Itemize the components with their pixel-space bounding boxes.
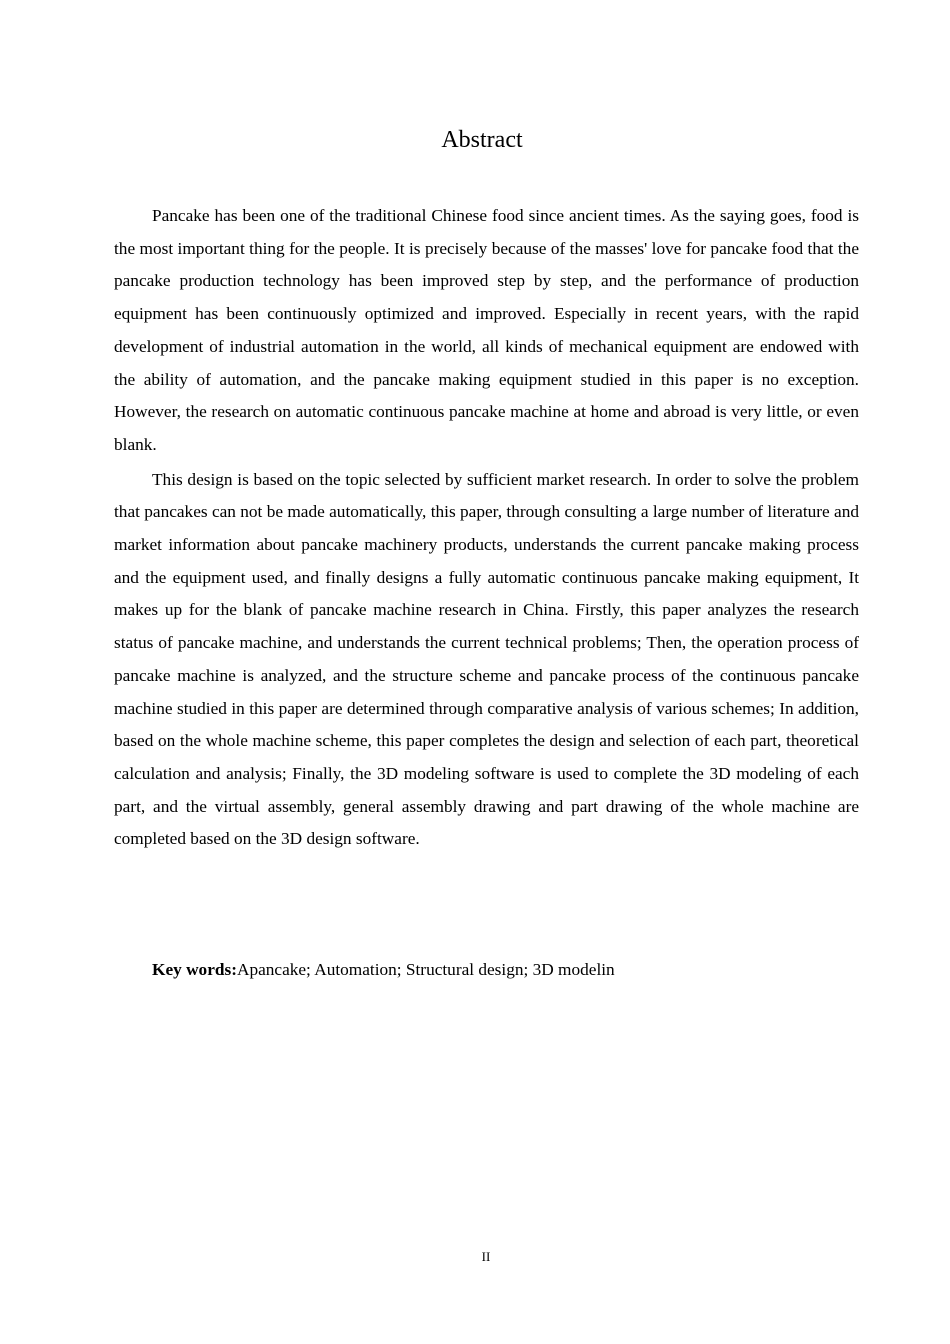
abstract-paragraph-2: This design is based on the topic selected by sufficient market research. In order to solve the problem that pancakes can not be made automatically, this paper, through consulting a large number of literature and market information about pancake machinery products, understands the current pancake making process and the equipment used, and finally designs a fully automatic continuous pancake making equipment, It makes up for the blank of pancake machine research in China. Firstly, this paper analyzes the research status of pancake machine, and understands the current technical problems; Then, the operation process of pancake machine is analyzed, and the structure scheme and pancake process of the continuous pancake machine studied in this paper are determined through comparative analysis of various schemes; In addition, based on the whole machine scheme, this paper completes the design and selection of each part, theoretical calculation and analysis; Finally, the 3D modeling software is used to complete the 3D modeling of each part, and the virtual assembly, general assembly drawing and part drawing of the whole machine are completed based on the 3D design software.	[114, 469, 859, 849]
page-number: II	[481, 1249, 491, 1264]
keywords-text: Apancake; Automation; Structural design; 3D modelin	[236, 960, 615, 979]
keywords-label: Key words:	[152, 960, 237, 979]
abstract-paragraph-1: Pancake has been one of the traditional Chinese food since ancient times. As the saying goes, food is the most important thing for the people. It is precisely because of the masses' love for pancake food that the pancake production technology has been improved step by step, and the performance of production equipment has been continuously optimized and improved. Especially in recent years, with the rapid development of industrial automation in the world, all kinds of mechanical equipment are endowed with the ability of automation, and the pancake making equipment studied in this paper is no exception. However, the research on automatic continuous pancake machine at home and abroad is very little, or even blank.	[114, 206, 859, 454]
keywords-line	[152, 954, 615, 986]
abstract-body	[114, 200, 859, 858]
page-title: Abstract	[441, 127, 523, 153]
